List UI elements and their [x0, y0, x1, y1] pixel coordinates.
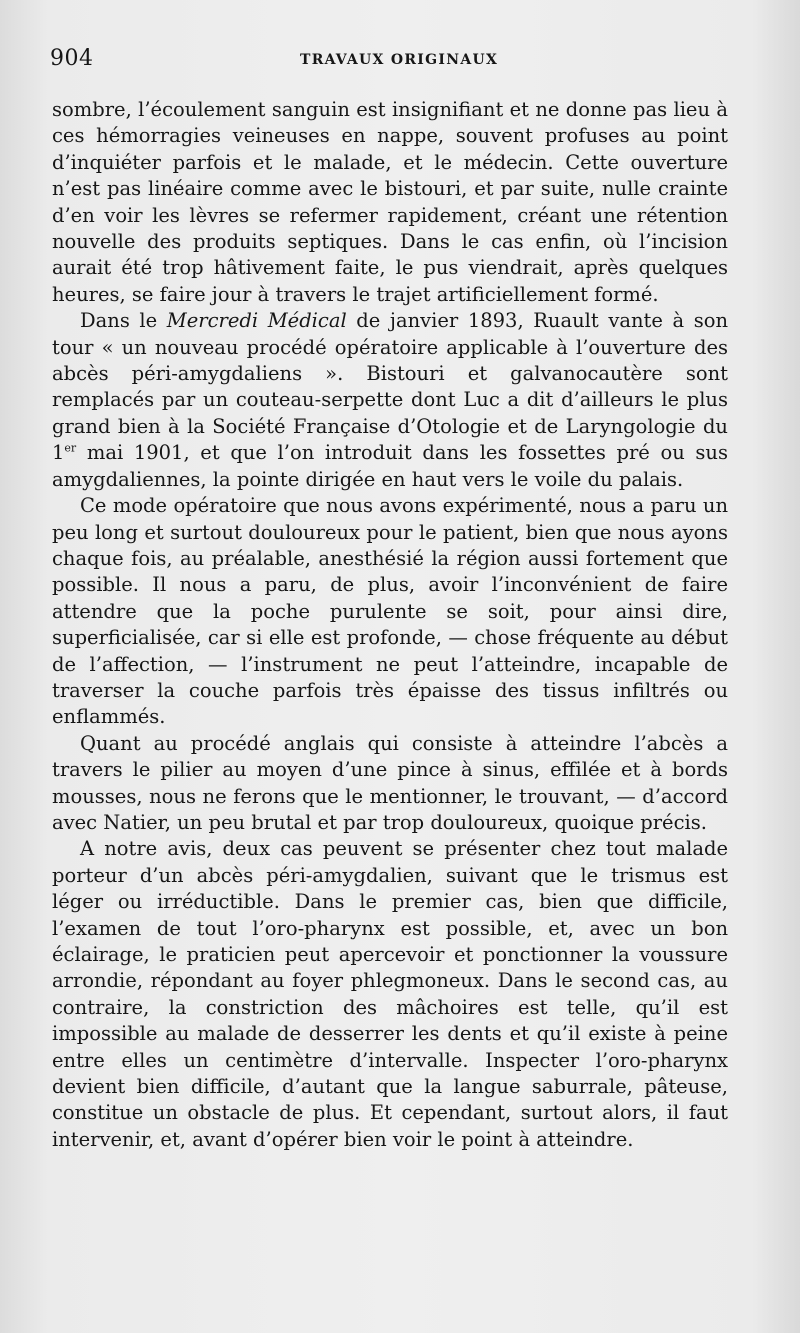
ordinal-suffix: er — [64, 441, 77, 455]
paragraph-2-intro: Dans le — [80, 309, 167, 333]
paragraph-4: Quant au procédé anglais qui consiste à atteindre l’abcès a travers le pilier au moyen d’une pince à sinus, effilée et à bords mousses, nous ne ferons que le mentionner, le trouvant, — d’accord avec Natier, un peu brutal et par trop douloureux, quoique précis. — [52, 731, 728, 834]
page-header — [50, 46, 730, 80]
paragraph-3: Ce mode opératoire que nous avons expérimenté, nous a paru un peu long et surtout douloureux pour le patient, bien que nous ayons chaque fois, au préalable, anesthésié la région aussi fortement que possible. Il nous a paru, de plus, avoir l’inconvénient de faire attendre que la poche purulente se soit, pour ainsi dire, superficialisée, car si elle est profonde, — chose fréquente au début de l’affection, — l’instrument ne peut l’atteindre, incapable de traverser la couche parfois très épaisse des tissus infiltrés ou enflammés. — [52, 494, 728, 729]
paragraph-2 — [52, 308, 728, 493]
page-number: 904 — [50, 46, 94, 71]
journal-title: Mercredi Médical — [166, 309, 347, 333]
body-text — [52, 97, 728, 1153]
paragraph-2-ending: mai 1901, et que l’on introduit dans les fossettes pré ou sus amygdaliennes, la pointe dirigée en haut vers le voile du palais. — [52, 441, 728, 491]
paragraph-1: sombre, l’écoulement sanguin est insignifiant et ne donne pas lieu à ces hémorragies veineuses en nappe, souvent profuses au point d’inquiéter parfois et le malade, et le médecin. Cette ouverture n’est pas linéaire comme avec le bistouri, et par suite, nulle crainte d’en voir les lèvres se refermer rapidement, créant une rétention nouvelle des produits septiques. Dans le cas enfin, où l’incision aurait été trop hâtivement faite, le pus viendrait, après quelques heures, se faire jour à travers le trajet artificiellement formé. — [52, 98, 728, 306]
running-head: TRAVAUX ORIGINAUX — [300, 52, 499, 68]
paragraph-2-text: de janvier 1893, Ruault vante à son tour « un nouveau procédé opératoire applicable à l’ouverture des abcès péri-amygdaliens ». Bistouri et galvanocautère sont remplacés par un couteau-serpette dont Luc a dit d’ailleurs le plus grand bien à la Société Française d’Otologie et de Laryngologie du 1 — [52, 309, 729, 465]
paragraph-5: A notre avis, deux cas peuvent se présenter chez tout malade porteur d’un abcès péri-amygdalien, suivant que le trismus est léger ou irréductible. Dans le premier cas, bien que difficile, l’examen de tout l’oro-pharynx est possible, et, avec un bon éclairage, le praticien peut apercevoir et ponctionner la voussure arrondie, répondant au foyer phlegmoneux. Dans le second cas, au contraire, la constriction des mâchoires est telle, qu’il est impossible au malade de desserrer les dents et qu’il existe à peine entre elles un centimètre d’intervalle. Inspecter l’oro-pharynx devient bien difficile, d’autant que la langue saburrale, pâteuse, constitue un obstacle de plus. Et cependant, surtout alors, il faut intervenir, et, avant d’opérer bien voir le point à atteindre. — [52, 837, 728, 1151]
